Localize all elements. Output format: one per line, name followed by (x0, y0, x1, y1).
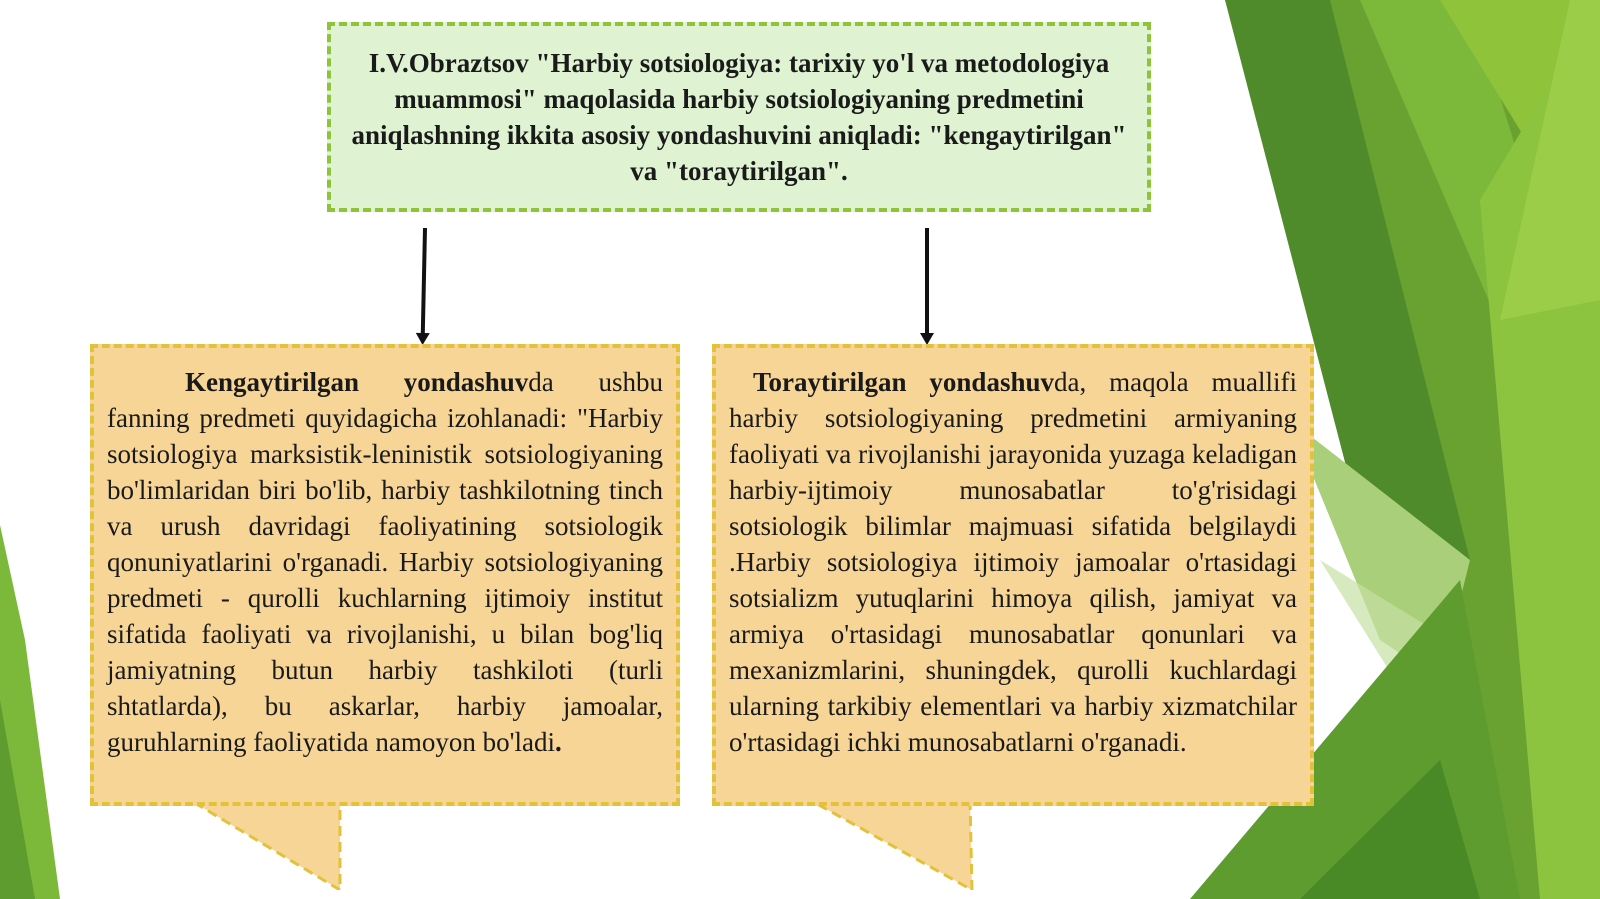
expanded-approach-body: da ushbu fanning predmeti quyidagicha izohlanadi: "Harbiy sotsiologiya marksistik-leninistik sotsiologiyaning bo'limlaridan biri bo'lib, harbiy tashkilotning tinch va urush davridagi faoliyatining sotsiologik qonuniyatlarini o'rganadi. Harbiy sotsiologiyaning predmeti - qurolli kuchlarning ijtimoiy institut sifatida faoliyati va rivojlanishi, u bilan bog'liq jamiyatning butun harbiy tashkiloti (turli shtatlarda), bu askarlar, harbiy jamoalar, guruhlarning faoliyatida namoyon bo'ladi (107, 367, 663, 757)
green-facets-left (0, 525, 60, 899)
expanded-approach-box (90, 344, 680, 806)
main-statement-text: I.V.Obraztsov "Harbiy sotsiologiya: tarixiy yo'l va metodologiya muammosi" maqolasida harbiy sotsiologiyaning predmetini aniqlashning ikkita asosiy yondashuvini aniqladi: "kengaytirilgan" va "toraytirilgan". (351, 48, 1127, 186)
main-statement-box (327, 22, 1151, 212)
callout-tail-left (190, 800, 350, 890)
narrowed-approach-box (712, 344, 1314, 806)
expanded-approach-period: . (555, 727, 562, 757)
expanded-approach-term: Kengaytirilgan yondashuv (185, 367, 529, 397)
callout-tail-right (810, 800, 980, 890)
narrowed-approach-text (729, 364, 1297, 760)
arrow-right (925, 228, 929, 335)
expanded-approach-text (107, 364, 663, 760)
narrowed-approach-term: Toraytirilgan yondashuv (753, 367, 1054, 397)
narrowed-approach-body: da, maqola muallifi harbiy sotsiologiyaning predmetini armiyaning faoliyati va rivojlanishi jarayonida yuzaga keladigan harbiy-ijtimoiy munosabatlar to'g'risidagi sotsiologik bilimlar majmuasi sifatida belgilaydi .Harbiy sotsiologiya ijtimoiy jamoalar o'rtasidagi sotsializm yutuqlarini himoya qilish, jamiyat va armiya o'rtasidagi munosabatlar qonunlari va mexanizmlarini, shuningdek, qurolli kuchlardagi ularning tarkibiy elementlari va harbiy xizmatchilar o'rtasidagi ichki munosabatlarni o'rganadi. (729, 367, 1297, 757)
